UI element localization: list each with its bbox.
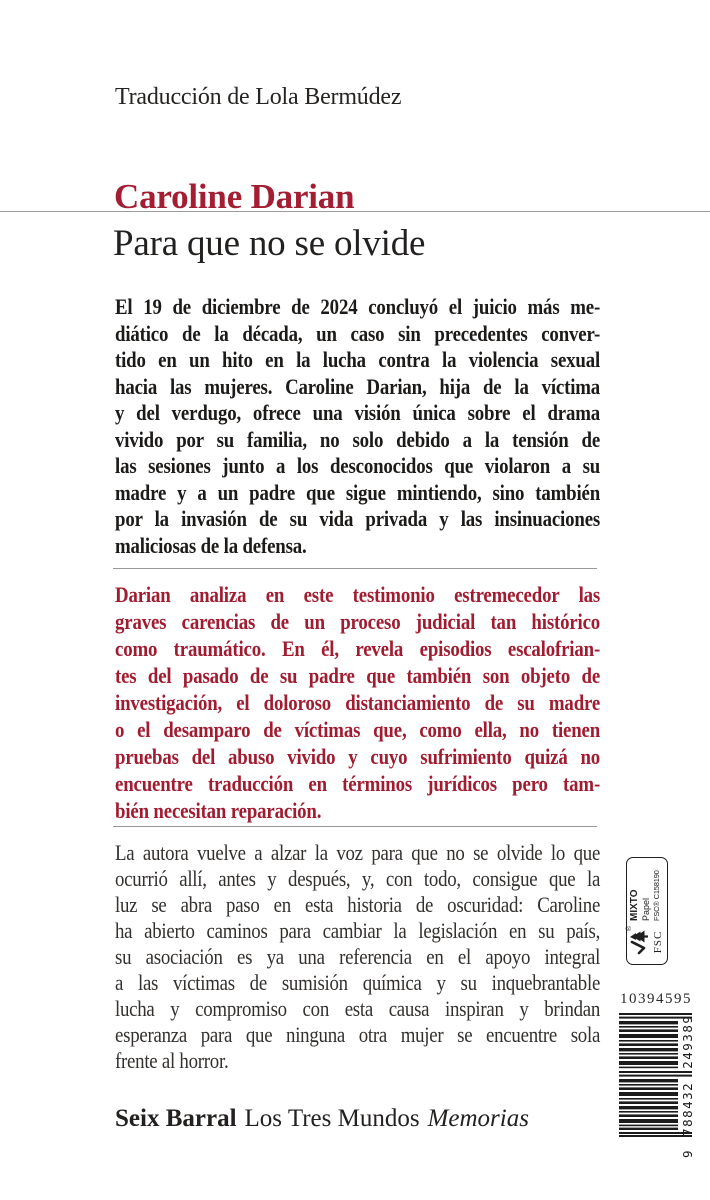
publisher-name: Seix Barral xyxy=(115,1105,237,1132)
text-line: El 19 de diciembre de 2024 concluyó el juicio más me- xyxy=(115,294,601,319)
registered-mark: ® xyxy=(625,926,633,932)
fsc-mixto-label: MIXTO xyxy=(629,889,641,921)
synopsis-paragraph-2-red xyxy=(115,581,600,824)
text-line: como traumático. En él, revela episodios escalofrian- xyxy=(115,636,601,661)
text-line: tido en un hito en la lucha contra la violencia sexual xyxy=(115,347,601,372)
fsc-logo xyxy=(625,926,664,958)
text-line: hacia las mujeres. Caroline Darian, hija de la víctima xyxy=(115,373,601,399)
text-line: investigación, el doloroso distanciamiento de su madre xyxy=(115,690,601,715)
fsc-certificate-number: FSC® C158190 xyxy=(652,870,662,921)
text-line: graves carencias de un proceso judicial tan histórico xyxy=(115,609,601,634)
text-line: diático de la década, un caso sin precedentes conver- xyxy=(115,320,601,346)
divider-rule-below-red-paragraph xyxy=(113,826,597,827)
fsc-tree-check-icon xyxy=(628,929,648,955)
text-line: a las víctimas de sumisión química y su inquebrantable xyxy=(115,970,601,995)
product-code: 10394595 xyxy=(620,991,692,1007)
collection-name: Los Tres Mundos xyxy=(244,1105,420,1132)
text-line: pruebas del abuso vivido y cuyo sufrimiento quizá no xyxy=(115,744,601,769)
genre-label: Memorias xyxy=(427,1105,529,1132)
fsc-papel-label: Papel xyxy=(641,897,652,921)
text-line: por la invasión de su vida privada y las insinuaciones xyxy=(115,506,601,531)
text-line: lucha y compromiso con esta causa inspiran y brindan xyxy=(115,996,601,1021)
text-line: luz se abra paso en esta historia de oscuridad: Caroline xyxy=(115,892,601,917)
text-line: madre y a un padre que sigue mintiendo, sino también xyxy=(115,479,601,505)
text-line: frente al horror. xyxy=(115,1048,229,1073)
fsc-label-content xyxy=(626,857,665,962)
synopsis-paragraph-1 xyxy=(115,294,600,559)
isbn-number: 9 788432 249389 xyxy=(680,1014,695,1158)
fsc-wordmark: FSC xyxy=(651,930,664,954)
text-line: bién necesitan reparación. xyxy=(115,798,322,823)
text-line: tes del pasado de su padre que también son objeto de xyxy=(115,663,601,688)
imprint-line xyxy=(115,1105,529,1133)
divider-rule-above-red-paragraph xyxy=(113,568,597,569)
book-title: Para que no se olvide xyxy=(113,223,426,264)
text-line: vivido por su familia, no solo debido a la tensión de xyxy=(115,426,601,452)
text-line: su asociación es ya una referencia en el apoyo integral xyxy=(115,944,601,969)
text-line: o el desamparo de víctimas que, como ella, no tienen xyxy=(115,717,601,742)
top-rule xyxy=(0,211,710,212)
fsc-label-text xyxy=(630,870,661,921)
text-line: maliciosas de la defensa. xyxy=(115,532,307,558)
translation-credit: Traducción de Lola Bermúdez xyxy=(115,84,402,110)
synopsis-paragraph-3 xyxy=(115,840,600,1074)
text-line: las sesiones junto a los desconocidos que violaron a su xyxy=(115,453,601,478)
text-line: La autora vuelve a alzar la voz para que no se olvide lo que xyxy=(115,840,601,865)
fsc-certification-label xyxy=(626,857,668,965)
author-name: Caroline Darian xyxy=(114,177,355,216)
text-line: ha abierto caminos para cambiar la legislación en su país, xyxy=(115,918,601,943)
text-line: encuentre traducción en términos jurídicos pero tam- xyxy=(115,771,601,796)
text-line: ocurrió allí, antes y después, y, con todo, consigue que la xyxy=(115,866,601,891)
text-line: y del verdugo, ofrece una visión única sobre el drama xyxy=(115,400,601,425)
text-line: esperanza para que ninguna otra mujer se encuentre sola xyxy=(115,1022,601,1047)
text-line: Darian analiza en este testimonio estremecedor las xyxy=(115,582,601,607)
